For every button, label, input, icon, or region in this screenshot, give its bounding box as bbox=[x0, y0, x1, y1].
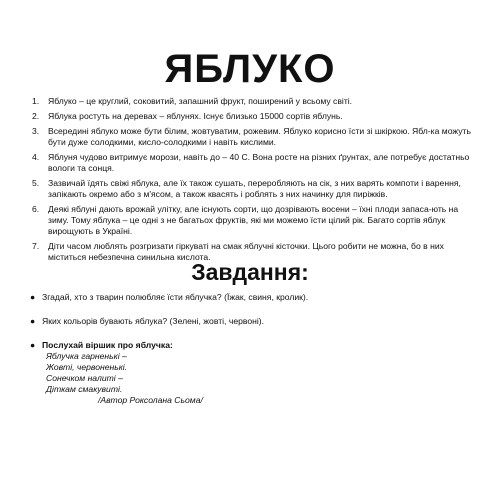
bullet-icon: ● bbox=[30, 340, 36, 350]
task-text: Яких кольорів бувають яблука? (Зелені, жовті, червоні). bbox=[42, 316, 265, 326]
task-item bbox=[30, 316, 470, 327]
facts-list bbox=[32, 96, 472, 267]
fact-number: 3. bbox=[32, 126, 40, 136]
task-item bbox=[30, 292, 470, 303]
poem-line: Діткам смакувиті. bbox=[46, 384, 123, 394]
fact-number: 7. bbox=[32, 241, 40, 251]
poem-heading: Послухай віршик про яблучка: bbox=[42, 340, 173, 350]
fact-number: 1. bbox=[32, 96, 40, 106]
poem-author: /Автор Роксолана Сьома/ bbox=[98, 395, 203, 405]
poem-line: Сонечком налиті – bbox=[46, 373, 123, 383]
fact-number: 5. bbox=[32, 178, 40, 188]
bullet-icon: ● bbox=[30, 292, 36, 302]
task-list bbox=[30, 292, 470, 419]
poem bbox=[42, 351, 470, 406]
fact-text: Зазвичай їдять свіжі яблука, але їх також сушать, переробляють на сік, з них варять компоти і варення, запікають окремо або з м'ясом, а також квасять і роблять з них начинку для пиріжків. bbox=[48, 178, 461, 199]
fact-text: Деякі яблуні дають врожай улітку, але існують сорти, що дозрівають восени – їхні плоди запаса-ють на зиму. Тому яблука – це одні з не багатьох фруктів, які ми можемо їсти цілий рік. Багато сортів яблук вирощують в Україні. bbox=[48, 204, 459, 236]
page-title: ЯБЛУКО bbox=[164, 47, 336, 91]
fact-text: Яблуня чудово витримує морози, навіть до – 40 С. Вона росте на різних ґрунтах, але потребує достатньо вологи та сонця. bbox=[48, 152, 470, 173]
task-heading: Завдання: bbox=[191, 259, 309, 285]
fact-text: Діти часом люблять розгризати гіркуваті на смак яблучні кісточки. Цього робити не можна, бо в них міститься небезпечна синильна кислота. bbox=[48, 241, 444, 262]
fact-text: Всередині яблуко може бути білим, жовтуватим, рожевим. Яблуко корисно їсти зі шкіркою. Ябл-ка можуть бути дуже солодкими, кисло-солодкими і навіть кислими. bbox=[48, 126, 471, 147]
fact-number: 4. bbox=[32, 152, 40, 162]
fact-item bbox=[32, 111, 472, 122]
fact-item bbox=[32, 126, 472, 148]
fact-text: Яблуко – це круглий, соковитий, запашний фрукт, поширений у всьому світі. bbox=[48, 96, 353, 106]
poem-line: Яблучка гарненькі – bbox=[46, 351, 127, 361]
poem-task-item bbox=[30, 340, 470, 406]
bullet-icon: ● bbox=[30, 316, 36, 326]
fact-item bbox=[32, 204, 472, 237]
fact-item bbox=[32, 96, 472, 107]
fact-number: 6. bbox=[32, 204, 40, 214]
poem-line: Жовті, червоненькі. bbox=[46, 362, 128, 372]
fact-number: 2. bbox=[32, 111, 40, 121]
fact-item bbox=[32, 178, 472, 200]
task-text: Згадай, хто з тварин полюбляє їсти яблучка? (Їжак, свиня, кролик). bbox=[42, 292, 309, 302]
fact-text: Яблука ростуть на деревах – яблунях. Існує близько 15000 сортів яблунь. bbox=[48, 111, 343, 121]
fact-item bbox=[32, 152, 472, 174]
